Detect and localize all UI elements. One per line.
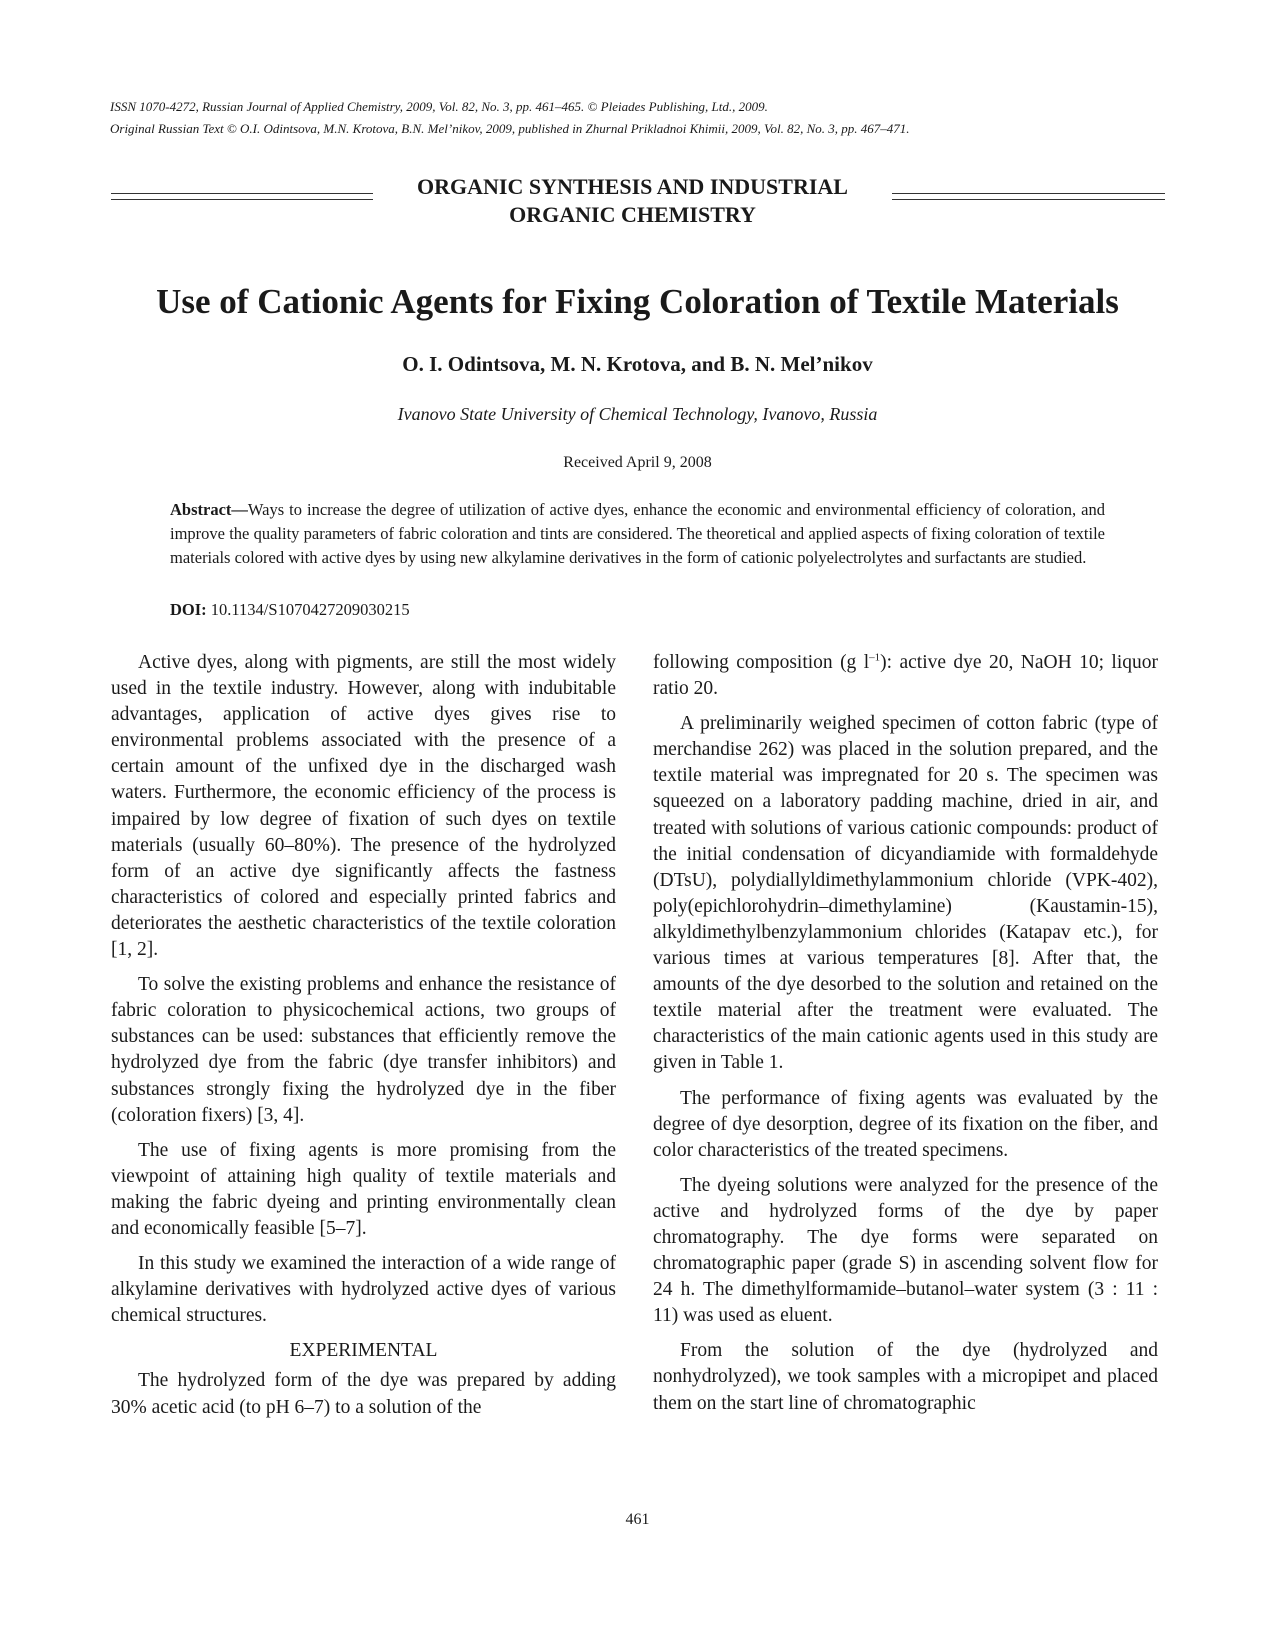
abstract	[170, 498, 1105, 570]
right-paragraph-5: From the solution of the dye (hydrolyzed and nonhydrolyzed), we took samples with a micropipet and placed them on the start line of chromatographic	[653, 1340, 1158, 1414]
section-rule-left	[111, 193, 373, 200]
section-heading	[0, 172, 1275, 232]
journal-citation-line: ISSN 1070-4272, Russian Journal of Applied Chemistry, 2009, Vol. 82, No. 3, pp. 461–465. © Pleiades Publishing, Ltd., 2009.	[110, 99, 768, 114]
doi-label: DOI:	[170, 600, 207, 619]
author-affiliation: Ivanovo State University of Chemical Technology, Ivanovo, Russia	[397, 404, 878, 424]
experimental-heading: EXPERIMENTAL	[289, 1340, 438, 1362]
right-paragraph-2: A preliminarily weighed specimen of cotton fabric (type of merchandise 262) was placed in the solution prepared, and the textile material was impregnated for 20 s. The specimen was squeezed on a laboratory padding machine, dried in air, and treated with solutions of various cationic compounds: product of the initial condensation of dicyandiamide with formaldehyde (DTsU), polydiallyldimethylammonium chloride (VPK-402), poly(epichlorohydrin–dimethylamine) (Kaustamin-15), alkyldimethylbenzylammonium chlorides (Katapav etc.), for various times at various temperatures [8]. After that, the amounts of the dye desorbed to the solution and retained on the textile material after the treatment were evaluated. The characteristics of the main cationic agents used in this study are given in Table 1.	[653, 713, 1158, 1074]
page-number: 461	[625, 1511, 650, 1528]
doi-value: 10.1134/S1070427209030215	[210, 600, 410, 619]
section-heading-line2: ORGANIC CHEMISTRY	[509, 202, 756, 227]
abstract-text: Ways to increase the degree of utilization of active dyes, enhance the economic and environmental efficiency of coloration, and improve the quality parameters of fabric coloration and tints are considered. The theoretical and applied aspects of fixing coloration of textile materials colored with active dyes by using new alkylamine derivatives in the form of cationic polyelectrolytes and surfactants are studied.	[170, 500, 1105, 567]
unit-superscript: –1	[869, 651, 881, 664]
left-paragraph-4: In this study we examined the interaction of a wide range of alkylamine derivatives with hydrolyzed active dyes of various chemical structures.	[111, 1253, 616, 1327]
left-column	[111, 650, 616, 1430]
section-heading-line1: ORGANIC SYNTHESIS AND INDUSTRIAL	[417, 174, 848, 199]
original-text-line: Original Russian Text © O.I. Odintsova, M.N. Krotova, B.N. Mel’nikov, 2009, published in Zhurnal Prikladnoi Khimii, 2009, Vol. 82, No. 3, pp. 467–471.	[110, 121, 910, 136]
received-date: Received April 9, 2008	[563, 454, 712, 471]
section-rule-right	[892, 193, 1165, 200]
left-paragraph-2: To solve the existing problems and enhance the resistance of fabric coloration to physicochemical actions, two groups of substances can be used: substances that efficiently remove the hydrolyzed dye from the fabric (dye transfer inhibitors) and substances strongly fixing the hydrolyzed dye in the fiber (coloration fixers) [3, 4].	[111, 974, 616, 1126]
right-paragraph-1-start: following composition (g l	[653, 652, 870, 673]
right-column	[653, 650, 1158, 1426]
left-paragraph-5: The hydrolyzed form of the dye was prepared by adding 30% acetic acid (to pH 6–7) to a solution of the	[111, 1370, 616, 1418]
article-title: Use of Cationic Agents for Fixing Coloration of Textile Materials	[156, 282, 1119, 321]
right-paragraph-4: The dyeing solutions were analyzed for the presence of the active and hydrolyzed forms of the dye by paper chromatography. The dye forms were separated on chromatographic paper (grade S) in ascending solvent flow for 24 h. The dimethylformamide–butanol–water system (3 : 11 : 11) was used as eluent.	[653, 1174, 1158, 1327]
doi-line	[170, 598, 410, 622]
right-paragraph-3: The performance of fixing agents was evaluated by the degree of dye desorption, degree of its fixation on the fiber, and color characteristics of the treated specimens.	[653, 1087, 1158, 1161]
abstract-label: Abstract—	[170, 500, 248, 519]
right-paragraph-1	[653, 650, 1158, 702]
left-paragraph-3: The use of fixing agents is more promising from the viewpoint of attaining high quality of textile materials and making the fabric dyeing and printing environmentally clean and economically feasible [5–7].	[111, 1139, 616, 1239]
article-authors: O. I. Odintsova, M. N. Krotova, and B. N. Mel’nikov	[402, 352, 873, 376]
right-paragraph-1-end: ): active dye 20, NaOH 10; liquor ratio 20.	[653, 652, 1158, 700]
left-paragraph-1: Active dyes, along with pigments, are still the most widely used in the textile industry. However, along with indubitable advantages, application of active dyes gives rise to environmental problems associated with the presence of a certain amount of the unfixed dye in the discharged wash waters. Furthermore, the economic efficiency of the process is impaired by low degree of fixation of such dyes on textile materials (usually 60–80%). The presence of the hydrolyzed form of an active dye significantly affects the fastness characteristics of colored and especially printed fabrics and deteriorates the aesthetic characteristics of the textile coloration [1, 2].	[111, 652, 616, 961]
